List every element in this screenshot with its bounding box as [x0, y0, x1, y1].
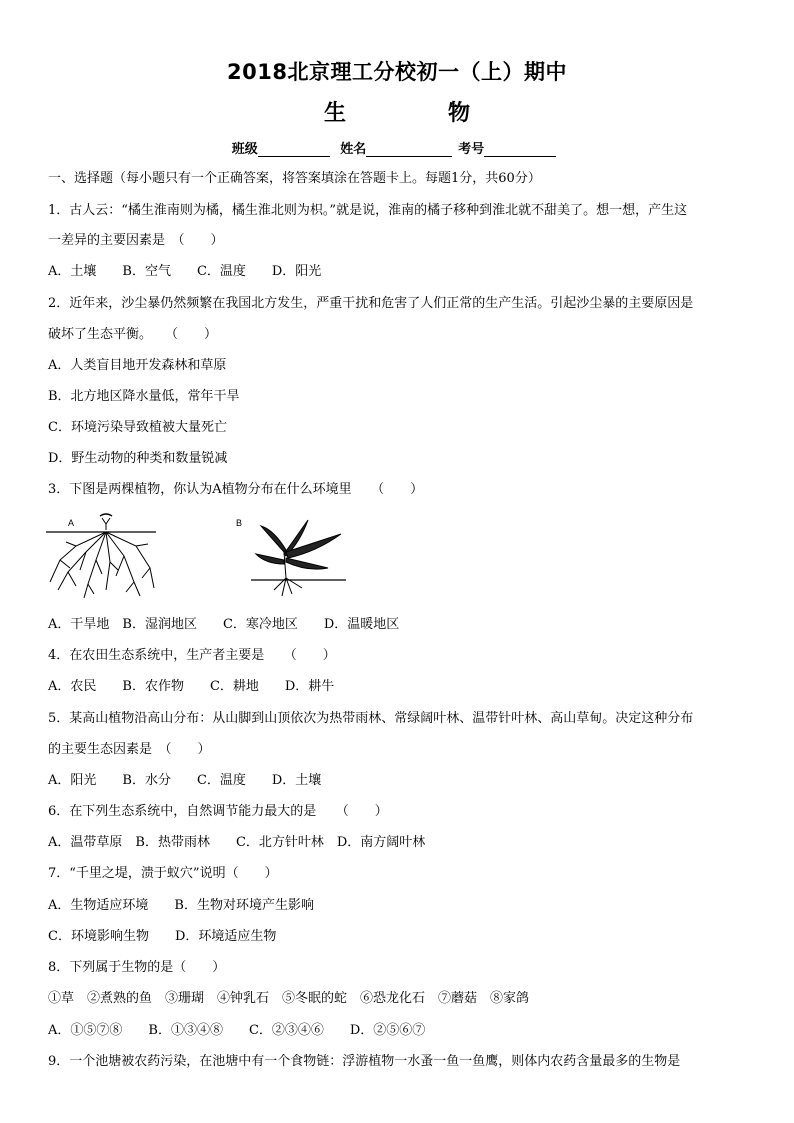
answer-option: B．北方地区降水量低，常年干旱 [48, 389, 240, 404]
answer-options: A．土壤 B．空气 C．温度 D．阳光 [48, 264, 322, 279]
question-text: 9．一个池塘被农药污染，在池塘中有一个食物链：浮游植物一水蚤一鱼一鱼鹰，则体内农药含量最多的生物是 [48, 1054, 681, 1069]
question-text: 3．下图是两棵植物，你认为A植物分布在什么环境里 （ ） [48, 482, 424, 497]
plant-b-drawing [251, 520, 346, 596]
figure-label-b: B [236, 518, 243, 528]
student-info-line [0, 138, 794, 157]
answer-options: A．农民 B．农作物 C．耕地 D．耕牛 [48, 679, 335, 694]
answer-options: A．干旱地 B．湿润地区 C．寒冷地区 D．温暖地区 [48, 617, 400, 632]
name-field[interactable] [366, 142, 452, 157]
answer-option: C．环境污染导致植被大量死亡 [48, 420, 227, 435]
name-label: 姓名 [340, 142, 367, 157]
plant-a-drawing [46, 514, 156, 598]
answer-options: A．温带草原 B．热带雨林 C．北方针叶林 D．南方阔叶林 [48, 835, 426, 850]
figure-label-a: A [68, 518, 75, 528]
question-text: 7．“千里之堤，溃于蚁穴”说明（ ） [48, 866, 278, 881]
answer-option: D．野生动物的种类和数量锐减 [48, 451, 228, 466]
subject-title: 生 物 [323, 101, 510, 126]
question-text: 6．在下列生态系统中，自然调节能力最大的是 （ ） [48, 804, 388, 819]
section-heading: 一、选择题（每小题只有一个正确答案，将答案填涂在答题卡上。每题1分，共60分） [48, 171, 541, 186]
question-text: 2．近年来，沙尘暴仍然频繁在我国北方发生，严重干扰和危害了人们正常的生产生活。引起沙尘暴的主要原因是 [48, 296, 694, 311]
question-text: 1．古人云：“橘生淮南则为橘，橘生淮北则为枳。”就是说，淮南的橘子移种到淮北就不甜美了。想一想，产生这 [48, 203, 688, 218]
answer-options: A．生物适应环境 B．生物对环境产生影响 [48, 898, 314, 913]
class-field[interactable] [258, 142, 330, 157]
question-text: 5．某高山植物沿高山分布：从山脚到山顶依次为热带雨林、常绿阔叶林、温带针叶林、高山草甸。决定这种分布 [48, 711, 694, 726]
exam-no-field[interactable] [484, 142, 556, 157]
class-label: 班级 [231, 142, 258, 157]
answer-options: A．阳光 B．水分 C．温度 D．土壤 [48, 773, 322, 788]
answer-option: A．人类盲目地开发森林和草原 [48, 358, 227, 373]
item-list: ①草 ②煮熟的鱼 ③珊瑚 ④钟乳石 ⑤冬眠的蛇 ⑥恐龙化石 ⑦蘑菇 ⑧家鸽 [48, 991, 530, 1006]
question-text: 的主要生态因素是 （ ） [48, 742, 211, 757]
question-text: 8．下列属于生物的是（ ） [48, 960, 226, 975]
question-text: 破坏了生态平衡。 （ ） [48, 327, 218, 342]
exam-no-label: 考号 [458, 142, 485, 157]
question-text: 4．在农田生态系统中，生产者主要是 （ ） [48, 648, 336, 663]
exam-title: 2018北京理工分校初一（上）期中 [227, 60, 567, 84]
question-text: 一差异的主要因素是 （ ） [48, 233, 224, 248]
plants-figure [46, 512, 366, 602]
answer-options: C．环境影响生物 D．环境适应生物 [48, 929, 277, 944]
answer-options: A．①⑤⑦⑧ B．①③④⑧ C．②③④⑥ D．②⑤⑥⑦ [48, 1023, 426, 1038]
